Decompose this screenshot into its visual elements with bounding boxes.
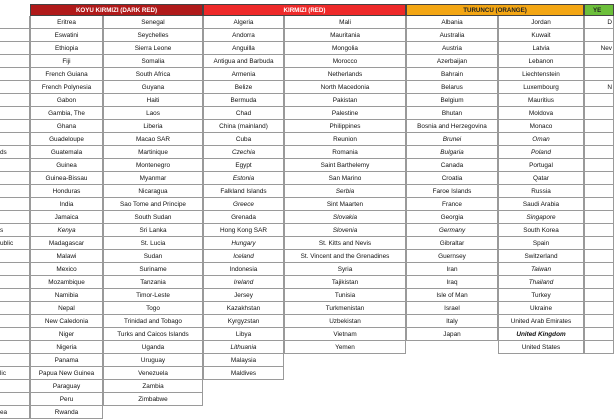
header-red: KIRMIZI (RED) [203, 4, 406, 16]
country-cell: Maldives [203, 367, 284, 380]
country-cell: Senegal [103, 16, 203, 29]
country-cell: Slovakia [284, 211, 406, 224]
country-cell: Tanzania [103, 276, 203, 289]
country-cell: Chad [203, 107, 284, 120]
country-cell: Turkey [498, 289, 584, 302]
country-cell: Jersey [203, 289, 284, 302]
country-cell: Sint Maarten [284, 198, 406, 211]
country-cell: Azerbaijan [406, 55, 498, 68]
country-cell [0, 94, 30, 107]
country-cell [584, 133, 614, 146]
country-cell: Rwanda [30, 406, 103, 419]
country-cell: Nicaragua [103, 185, 203, 198]
country-cell: Australia [406, 29, 498, 42]
country-cell [584, 198, 614, 211]
country-cell [0, 354, 30, 367]
country-cell: Timor-Leste [103, 289, 203, 302]
country-cell: Guyana [103, 81, 203, 94]
country-cell: Zimbabwe [103, 393, 203, 406]
country-cell: United Kingdom [498, 328, 584, 341]
country-cell: Estonia [203, 172, 284, 185]
country-cell [584, 237, 614, 250]
country-cell [0, 198, 30, 211]
country-cell: Turkmenistan [284, 302, 406, 315]
country-cell: Pakistan [284, 94, 406, 107]
country-cell [584, 120, 614, 133]
country-cell: Bermuda [203, 94, 284, 107]
country-cell: Mongolia [284, 42, 406, 55]
country-cell: Armenia [203, 68, 284, 81]
header-green: YE [584, 4, 614, 16]
country-cell [584, 94, 614, 107]
country-cell: Moldova [498, 107, 584, 120]
country-cell: Paraguay [30, 380, 103, 393]
country-cell: Oman [498, 133, 584, 146]
country-cell: Panama [30, 354, 103, 367]
country-cell: Bulgaria [406, 146, 498, 159]
country-cell: Austria [406, 42, 498, 55]
country-cell: Cuba [203, 133, 284, 146]
country-cell: India [30, 198, 103, 211]
column-red-2 [284, 16, 406, 354]
country-cell [584, 172, 614, 185]
country-cell: Namibia [30, 289, 103, 302]
country-cell: Myanmar [103, 172, 203, 185]
country-cell: Japan [406, 328, 498, 341]
country-cell [0, 159, 30, 172]
header-orange: TURUNCU (ORANGE) [406, 4, 584, 16]
country-cell: Bhutan [406, 107, 498, 120]
column-red-1 [203, 16, 284, 380]
country-cell: Monaco [498, 120, 584, 133]
country-cell: French Polynesia [30, 81, 103, 94]
country-cell: Honduras [30, 185, 103, 198]
country-cell: Latvia [498, 42, 584, 55]
country-cell [584, 328, 614, 341]
country-cell [584, 159, 614, 172]
country-cell: Ghana [30, 120, 103, 133]
country-cell: Isle of Man [406, 289, 498, 302]
country-cell: Spain [498, 237, 584, 250]
country-cell: Faroe Islands [406, 185, 498, 198]
country-cell: lic [0, 367, 30, 380]
country-cell: Ethiopia [30, 42, 103, 55]
country-cell: Poland [498, 146, 584, 159]
country-cell: Gambia, The [30, 107, 103, 120]
country-cell [584, 341, 614, 354]
country-cell: Italy [406, 315, 498, 328]
country-cell: Guatemala [30, 146, 103, 159]
country-cell: New Caledonia [30, 315, 103, 328]
country-cell: French Guiana [30, 68, 103, 81]
country-cell: San Marino [284, 172, 406, 185]
country-cell: Kuwait [498, 29, 584, 42]
country-cell: Ukraine [498, 302, 584, 315]
country-cell: Albania [406, 16, 498, 29]
country-cell: Egypt [203, 159, 284, 172]
country-cell [0, 185, 30, 198]
country-cell [0, 211, 30, 224]
country-cell: Haiti [103, 94, 203, 107]
country-cell [584, 276, 614, 289]
column-dark-red-2 [103, 16, 203, 406]
country-cell [0, 250, 30, 263]
country-cell [0, 328, 30, 341]
country-cell: Mali [284, 16, 406, 29]
country-cell [584, 289, 614, 302]
column-dark-red-1 [30, 16, 103, 419]
country-cell: N [584, 81, 614, 94]
country-cell: Reunion [284, 133, 406, 146]
country-cell: Falkland Islands [203, 185, 284, 198]
country-cell: Suriname [103, 263, 203, 276]
country-cell: Ireland [203, 276, 284, 289]
country-cell: Bahrain [406, 68, 498, 81]
column-orange-1 [406, 16, 498, 341]
country-cell: Lebanon [498, 55, 584, 68]
country-cell: Netherlands [284, 68, 406, 81]
country-cell: Andorra [203, 29, 284, 42]
country-cell: Thailand [498, 276, 584, 289]
country-cell: Russia [498, 185, 584, 198]
country-cell: ds [0, 146, 30, 159]
country-cell: Germany [406, 224, 498, 237]
country-cell [0, 29, 30, 42]
country-cell: Grenada [203, 211, 284, 224]
country-cell: Tajikistan [284, 276, 406, 289]
country-cell: Sierra Leone [103, 42, 203, 55]
country-cell [584, 315, 614, 328]
country-cell: Nev [584, 42, 614, 55]
country-cell [0, 341, 30, 354]
column-left-edge [0, 16, 30, 419]
country-cell: Belize [203, 81, 284, 94]
country-cell: Kazakhstan [203, 302, 284, 315]
country-cell: Macao SAR [103, 133, 203, 146]
country-cell: China (mainland) [203, 120, 284, 133]
country-cell: Slovenia [284, 224, 406, 237]
country-cell: Lithuania [203, 341, 284, 354]
country-cell: Yemen [284, 341, 406, 354]
country-cell: ublic [0, 237, 30, 250]
country-cell [584, 224, 614, 237]
country-cell: Nigeria [30, 341, 103, 354]
country-cell: Liechtenstein [498, 68, 584, 81]
country-cell: Uruguay [103, 354, 203, 367]
country-cell: Canada [406, 159, 498, 172]
country-cell: Saint Barthelemy [284, 159, 406, 172]
country-cell: Anguilla [203, 42, 284, 55]
country-cell: Gabon [30, 94, 103, 107]
country-cell: Sudan [103, 250, 203, 263]
country-cell: Mozambique [30, 276, 103, 289]
country-cell: Serbia [284, 185, 406, 198]
country-cell: Guinea [30, 159, 103, 172]
country-cell [0, 68, 30, 81]
country-cell: Liberia [103, 120, 203, 133]
country-cell: St. Vincent and the Grenadines [284, 250, 406, 263]
country-cell: Taiwan [498, 263, 584, 276]
country-cell: Guadeloupe [30, 133, 103, 146]
country-cell: Luxembourg [498, 81, 584, 94]
country-cell: Eritrea [30, 16, 103, 29]
country-cell [0, 393, 30, 406]
country-cell: Venezuela [103, 367, 203, 380]
column-orange-2 [498, 16, 584, 354]
country-cell [584, 146, 614, 159]
country-cell: Belgium [406, 94, 498, 107]
country-cell [0, 107, 30, 120]
country-cell: Switzerland [498, 250, 584, 263]
country-cell: Mexico [30, 263, 103, 276]
country-cell: Zambia [103, 380, 203, 393]
country-cell: Gibraltar [406, 237, 498, 250]
country-cell: Libya [203, 328, 284, 341]
country-cell: Trinidad and Tobago [103, 315, 203, 328]
country-cell: Georgia [406, 211, 498, 224]
country-cell: Morocco [284, 55, 406, 68]
country-cell: Qatar [498, 172, 584, 185]
country-cell [0, 120, 30, 133]
header-dark-red: KOYU KIRMIZI (DARK RED) [30, 4, 203, 16]
country-cell: Czechia [203, 146, 284, 159]
country-cell: Singapore [498, 211, 584, 224]
country-cell [584, 250, 614, 263]
country-cell [0, 276, 30, 289]
country-cell: Algeria [203, 16, 284, 29]
country-cell [0, 133, 30, 146]
country-cell: Greece [203, 198, 284, 211]
country-cell [584, 263, 614, 276]
country-cell: Martinique [103, 146, 203, 159]
country-cell: Togo [103, 302, 203, 315]
country-cell: Papua New Guinea [30, 367, 103, 380]
country-cell: Fiji [30, 55, 103, 68]
country-cell: United States [498, 341, 584, 354]
country-cell: Iraq [406, 276, 498, 289]
country-cell: Iran [406, 263, 498, 276]
country-cell: ea [0, 406, 30, 419]
country-cell: Syria [284, 263, 406, 276]
country-cell [0, 263, 30, 276]
country-cell: Guinea-Bissau [30, 172, 103, 185]
country-cell [584, 107, 614, 120]
country-cell [0, 172, 30, 185]
country-cell: Iceland [203, 250, 284, 263]
country-cell [0, 302, 30, 315]
country-cell: Portugal [498, 159, 584, 172]
country-cell: Kenya [30, 224, 103, 237]
country-cell: Seychelles [103, 29, 203, 42]
country-cell [0, 380, 30, 393]
country-cell: Montenegro [103, 159, 203, 172]
column-green-1 [584, 16, 614, 354]
country-cell [0, 289, 30, 302]
country-cell: Kyrgyzstan [203, 315, 284, 328]
country-cell [584, 68, 614, 81]
country-cell [584, 211, 614, 224]
country-cell: South Africa [103, 68, 203, 81]
country-cell: Mauritania [284, 29, 406, 42]
country-cell: Somalia [103, 55, 203, 68]
country-cell: St. Lucia [103, 237, 203, 250]
country-cell: D [584, 16, 614, 29]
country-cell: Malawi [30, 250, 103, 263]
country-cell: Tunisia [284, 289, 406, 302]
country-cell [584, 29, 614, 42]
country-cell: Brunei [406, 133, 498, 146]
country-cell: Sao Tome and Principe [103, 198, 203, 211]
country-cell: Uzbekistan [284, 315, 406, 328]
country-cell [584, 302, 614, 315]
country-cell: Hungary [203, 237, 284, 250]
country-cell: s [0, 224, 30, 237]
country-cell: Malaysia [203, 354, 284, 367]
country-cell: Guernsey [406, 250, 498, 263]
country-cell: Israel [406, 302, 498, 315]
country-cell: Madagascar [30, 237, 103, 250]
country-cell [584, 185, 614, 198]
country-cell: Nepal [30, 302, 103, 315]
country-cell: Niger [30, 328, 103, 341]
country-cell: Jamaica [30, 211, 103, 224]
country-cell [0, 42, 30, 55]
country-cell: South Korea [498, 224, 584, 237]
country-cell: France [406, 198, 498, 211]
country-cell: Philippines [284, 120, 406, 133]
country-cell: Peru [30, 393, 103, 406]
country-cell: Antigua and Barbuda [203, 55, 284, 68]
country-cell: Palestine [284, 107, 406, 120]
country-cell: South Sudan [103, 211, 203, 224]
country-cell [584, 55, 614, 68]
country-cell: Bosnia and Herzegovina [406, 120, 498, 133]
country-cell: Sri Lanka [103, 224, 203, 237]
country-cell: Croatia [406, 172, 498, 185]
country-cell: St. Kitts and Nevis [284, 237, 406, 250]
country-cell: Romania [284, 146, 406, 159]
country-cell: Eswatini [30, 29, 103, 42]
country-cell: Turks and Caicos Islands [103, 328, 203, 341]
country-cell [0, 16, 30, 29]
country-cell: Indonesia [203, 263, 284, 276]
country-cell: United Arab Emirates [498, 315, 584, 328]
country-cell: Belarus [406, 81, 498, 94]
country-cell: Saudi Arabia [498, 198, 584, 211]
country-cell: Laos [103, 107, 203, 120]
country-cell: Uganda [103, 341, 203, 354]
country-cell: North Macedonia [284, 81, 406, 94]
country-cell: Hong Kong SAR [203, 224, 284, 237]
country-cell: Vietnam [284, 328, 406, 341]
country-cell: Mauritius [498, 94, 584, 107]
country-cell [0, 81, 30, 94]
country-cell [0, 55, 30, 68]
country-cell [0, 315, 30, 328]
country-cell: Jordan [498, 16, 584, 29]
